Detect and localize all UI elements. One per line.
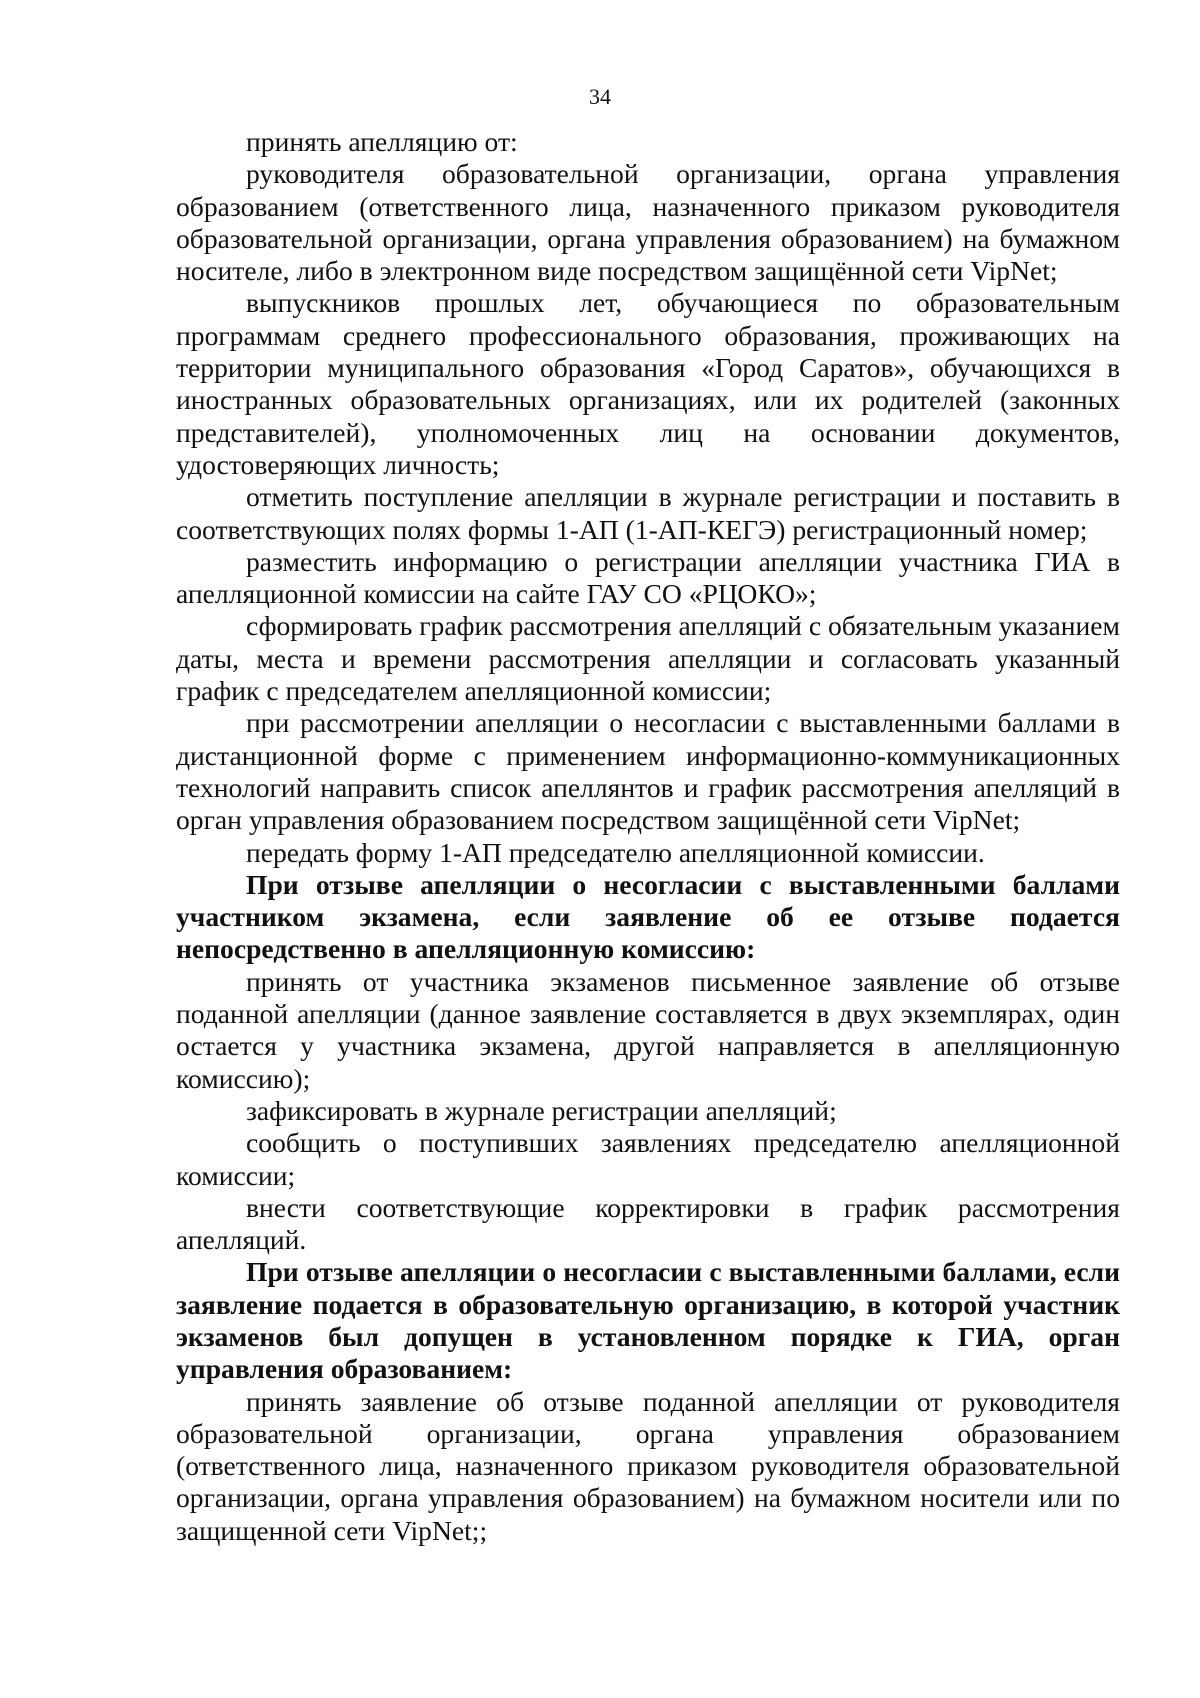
- paragraph: принять заявление об отзыве поданной апелляции от руководителя образовательной организации, органа управления образованием (ответственного лица, назначенного приказом руководителя образовательной организации, органа управления образованием) на бумажном носители или по защищенной сети VipNet;;: [176, 1385, 1120, 1546]
- section-heading: При отзыве апелляции о несогласии с выставленными баллами участником экзамена, если заявление об ее отзыве подается непосредственно в апелляционную комиссию:: [176, 868, 1120, 965]
- paragraph: выпускников прошлых лет, обучающиеся по образовательным программам среднего профессионального образования, проживающих на территории муниципального образования «Город Саратов», обучающихся в иностранных образовательных организациях, или их родителей (законных представителей), уполномоченных лиц на основании документов, удостоверяющих личность;: [176, 287, 1120, 480]
- paragraph: принять от участника экзаменов письменное заявление об отзыве поданной апелляции (данное заявление составляется в двух экземплярах, один остается у участника экзамена, другой направляется в апелляционную комиссию);: [176, 965, 1120, 1094]
- paragraph: при рассмотрении апелляции о несогласии с выставленными баллами в дистанционной форме с применением информационно-коммуникационных технологий направить список апеллянтов и график рассмотрения апелляций в орган управления образованием посредством защищённой сети VipNet;: [176, 707, 1120, 836]
- paragraph: принять апелляцию от:: [246, 126, 518, 157]
- page-number: 34: [589, 84, 611, 109]
- document-body: [176, 126, 1120, 1547]
- section-heading: При отзыве апелляции о несогласии с выставленными баллами, если заявление подается в образовательную организацию, в которой участник экзаменов был допущен в установленном порядке к ГИА, орган управления образованием:: [176, 1256, 1120, 1385]
- paragraph: сформировать график рассмотрения апелляций с обязательным указанием даты, места и времени рассмотрения апелляции и согласовать указанный график с председателем апелляционной комиссии;: [176, 610, 1121, 707]
- paragraph: внести соответствующие корректировки в график рассмотрения апелляций.: [176, 1191, 1120, 1256]
- paragraph: руководителя образовательной организации, органа управления образованием (ответственного лица, назначенного приказом руководителя образовательной организации, органа управления образованием) на бумажном носителе, либо в электронном виде посредством защищённой сети VipNet;: [176, 158, 1120, 287]
- paragraph: передать форму 1-АП председателю апелляционной комиссии.: [246, 836, 985, 868]
- paragraph: отметить поступление апелляции в журнале регистрации и поставить в соответствующих полях формы 1-АП (1-АП-КЕГЭ) регистрационный номер;: [176, 481, 1120, 545]
- paragraph: зафиксировать в журнале регистрации апелляций;: [246, 1094, 837, 1126]
- paragraph: сообщить о поступивших заявлениях председателю апелляционной комиссии;: [176, 1127, 1120, 1191]
- paragraph: разместить информацию о регистрации апелляции участника ГИА в апелляционной комиссии на сайте ГАУ СО «РЦОКО»;: [176, 545, 1120, 610]
